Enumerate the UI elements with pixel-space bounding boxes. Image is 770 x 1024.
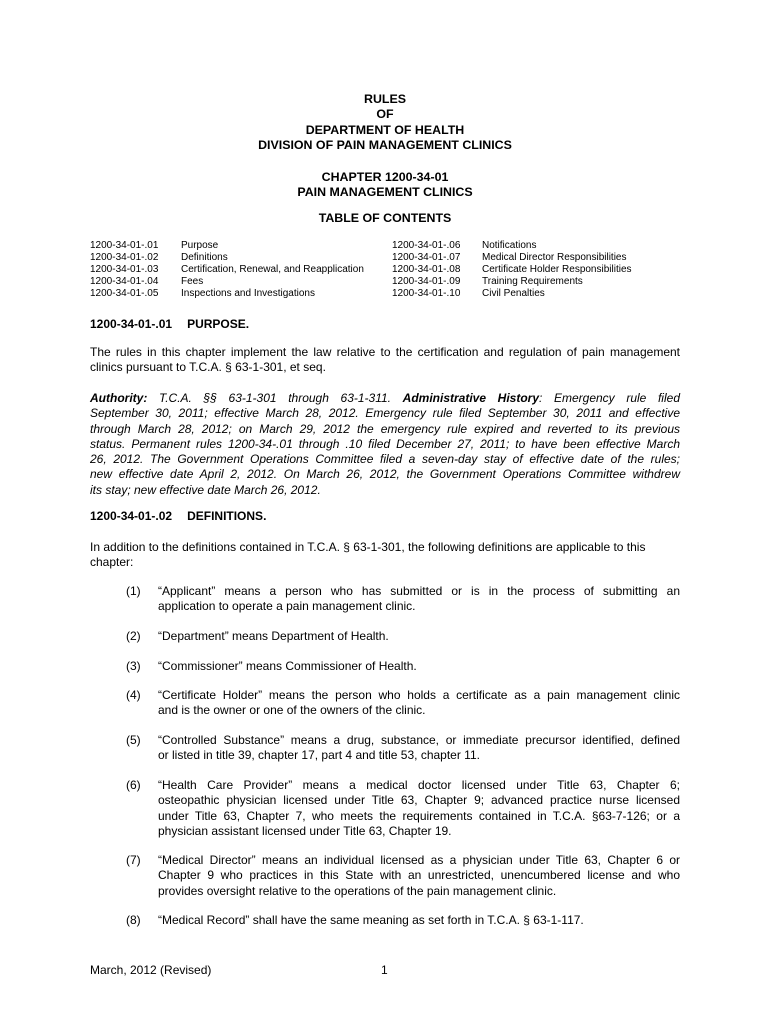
purpose-paragraph <box>90 345 680 376</box>
definition-text <box>158 778 680 839</box>
definition-number: (5) <box>126 733 141 747</box>
toc-entry-number: 1200-34-01-.09 <box>392 276 461 288</box>
chapter-heading <box>0 170 770 201</box>
toc-entry-number: 1200-34-01-.06 <box>392 240 461 251</box>
toc-entry-number: 1200-34-01-.07 <box>392 252 461 264</box>
definition-line: “Controlled Substance” means a drug, substance, or immediate precursor identified, defined <box>158 733 680 747</box>
authority-label: Authority: <box>90 391 148 405</box>
definition-text <box>158 913 680 928</box>
toc-left-numbers <box>90 240 158 300</box>
paragraph-line: through March 28, 2012; on March 29, 2012 the emergency rule expired and reverted to its previous <box>90 421 680 436</box>
rules-title: RULES <box>364 92 406 106</box>
toc-entry-title: Purpose <box>181 240 219 251</box>
definitions-section-heading <box>90 509 266 523</box>
toc-entry-title: Training Requirements <box>482 276 583 288</box>
history-label: Administrative History <box>402 391 540 405</box>
definition-number: (3) <box>126 659 141 673</box>
definitions-intro <box>90 540 680 571</box>
paragraph-line: The rules in this chapter implement the law relative to the certification and regulation of pain management <box>90 345 680 359</box>
toc-entry-number: 1200-34-01-.10 <box>392 288 461 300</box>
toc-entry-number: 1200-34-01-.01 <box>90 240 159 251</box>
section-number: 1200-34-01-.02 <box>90 509 173 523</box>
department-title: DEPARTMENT OF HEALTH <box>305 122 465 137</box>
paragraph-line: its stay; new effective date March 26, 2012. <box>90 482 321 497</box>
authority-paragraph <box>90 391 680 498</box>
definition-line: osteopathic physician licensed under Title 63, Chapter 9; advanced practice nurse licensed <box>158 793 680 808</box>
paragraph-line: clinics pursuant to T.C.A. § 63-1-301, et seq. <box>90 360 326 375</box>
definition-line: “Medical Record” shall have the same meaning as set forth in T.C.A. § 63-1-117. <box>158 913 584 927</box>
definition-text <box>158 629 680 644</box>
definition-line: “Certificate Holder” means the person who holds a certificate as a pain management clinic <box>158 688 680 702</box>
toc-entry-title: Civil Penalties <box>482 288 545 300</box>
purpose-section-heading <box>90 317 249 331</box>
definition-number: (4) <box>126 688 141 702</box>
toc-left-titles <box>181 240 364 300</box>
toc-title: TABLE OF CONTENTS <box>318 211 452 225</box>
toc-right-titles <box>482 240 632 300</box>
definition-line: “Department” means Department of Health. <box>158 629 389 643</box>
definition-text <box>158 733 680 764</box>
definition-number: (6) <box>126 778 141 792</box>
toc-entry-number: 1200-34-01-.03 <box>90 264 159 276</box>
definition-line: Chapter 9 who practices in this State with an unrestricted, unencumbered license and who <box>158 868 680 883</box>
paragraph-line: chapter: <box>90 555 134 570</box>
chapter-title: PAIN MANAGEMENT CLINICS <box>297 185 473 200</box>
history-lead: : Emergency rule filed <box>539 391 680 405</box>
toc-entry-title: Fees <box>181 276 204 288</box>
definition-text <box>158 688 680 719</box>
document-heading <box>0 92 770 153</box>
toc-entry-title: Certification, Renewal, and Reapplication <box>181 264 364 276</box>
authority-citation: T.C.A. §§ 63-1-301 through 63-1-311. <box>158 391 392 405</box>
definition-line: and is the owner or one of the owners of the clinic. <box>158 703 426 718</box>
paragraph-line: In addition to the definitions contained in T.C.A. § 63-1-301, the following definitions are applicable to this <box>90 540 646 554</box>
footer-date: March, 2012 (Revised) <box>90 963 212 977</box>
page-number: 1 <box>381 963 388 977</box>
chapter-number: CHAPTER 1200-34-01 <box>321 170 449 184</box>
toc-heading <box>0 211 770 226</box>
definition-line: “Health Care Provider” means a medical doctor licensed under Title 63, Chapter 6; <box>158 778 680 792</box>
section-number: 1200-34-01-.01 <box>90 317 173 331</box>
section-title: PURPOSE. <box>187 317 250 331</box>
authority-first-line <box>90 391 680 406</box>
definition-number: (8) <box>126 913 141 927</box>
toc-entry-number: 1200-34-01-.02 <box>90 252 159 264</box>
toc-entry-number: 1200-34-01-.08 <box>392 264 461 276</box>
toc-right-numbers <box>392 240 460 300</box>
definition-number: (2) <box>126 629 141 643</box>
definition-line: under Title 63, Chapter 7, who meets the requirements contained in T.C.A. §63-7-126; or a <box>158 808 680 823</box>
definition-line: “Medical Director” means an individual licensed as a physician under Title 63, Chapter 6 or <box>158 853 680 867</box>
paragraph-line: September 30, 2011; effective March 28, 2012. Emergency rule filed September 30, 2011 and effective <box>90 406 680 421</box>
definition-line: provides oversight relative to the operations of the pain management clinic. <box>158 883 557 898</box>
definition-line: application to operate a pain management clinic. <box>158 599 416 614</box>
division-title: DIVISION OF PAIN MANAGEMENT CLINICS <box>258 137 512 152</box>
toc-entry-title: Definitions <box>181 252 228 264</box>
definition-number: (7) <box>126 853 141 867</box>
definition-line: or listed in title 39, chapter 17, part 4 and title 53, chapter 11. <box>158 748 480 763</box>
toc-entry-title: Medical Director Responsibilities <box>482 252 627 264</box>
toc-entry-title: Certificate Holder Responsibilities <box>482 264 632 276</box>
definition-line: “Commissioner” means Commissioner of Health. <box>158 659 417 673</box>
definition-number: (1) <box>126 584 141 598</box>
paragraph-line: 26, 2012. The Government Operations Committee filed a seven-day stay of effective date of the rules; <box>90 452 680 467</box>
toc-entry-number: 1200-34-01-.04 <box>90 276 159 288</box>
definition-line: “Applicant” means a person who has submitted or is in the process of submitting an <box>158 584 680 598</box>
definition-text <box>158 584 680 615</box>
toc-entry-number: 1200-34-01-.05 <box>90 288 159 300</box>
paragraph-line: new effective date April 2, 2012. On March 26, 2012, the Government Operations Committee withdrew <box>90 467 680 482</box>
definition-text <box>158 853 680 899</box>
toc-entry-title: Inspections and Investigations <box>181 288 315 300</box>
definition-text <box>158 659 680 674</box>
toc-entry-title: Notifications <box>482 240 537 251</box>
of-title: OF <box>376 107 394 122</box>
paragraph-line: status. Permanent rules 1200-34-.01 through .10 filed December 27, 2011; to have been effective March <box>90 436 680 451</box>
definition-line: physician assistant licensed under Title 63, Chapter 19. <box>158 823 452 838</box>
section-title: DEFINITIONS. <box>187 509 267 523</box>
